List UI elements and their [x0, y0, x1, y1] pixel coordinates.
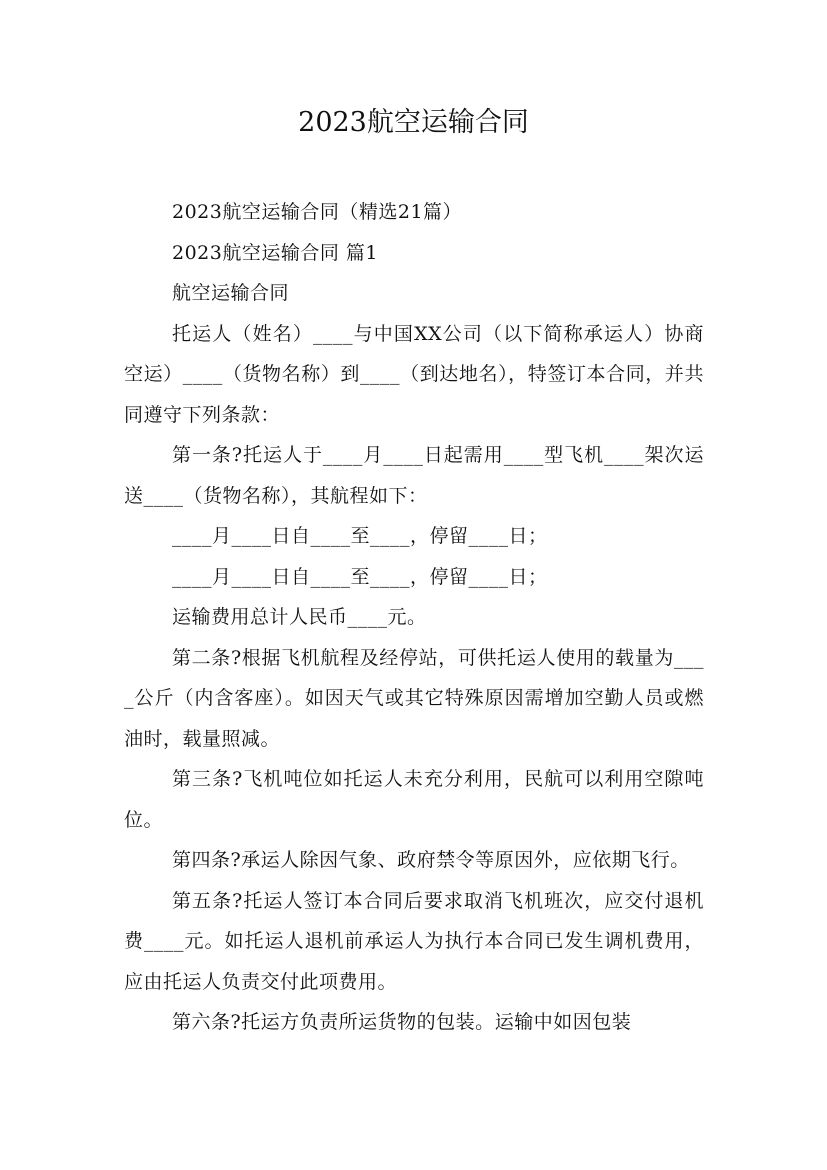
paragraph-article-4: 第四条?承运人除因气象、政府禁令等原因外，应依期飞行。 — [172, 849, 690, 871]
paragraph-subtitle: 2023航空运输合同（精选21篇） — [172, 201, 463, 223]
document-body — [124, 192, 704, 1043]
document-title: 2023航空运输合同 — [298, 107, 529, 138]
paragraph-article-5: 第五条?托运人签订本合同后要求取消飞机班次，应交付退机费____元。如托运人退机前承运人为执行本合同已发生调机费用，应由托运人负责交付此项费用。 — [124, 889, 704, 993]
paragraph-article-6: 第六条?托运方负责所运货物的包装。运输中如因包装 — [172, 1011, 632, 1033]
paragraph-preamble: 托运人（姓名）____与中国XX公司（以下简称承运人）协商空运）____（货物名称）到____（到达地名），特签订本合同，并共同遵守下列条款： — [124, 322, 704, 426]
paragraph-section-heading: 2023航空运输合同 篇1 — [172, 241, 378, 264]
paragraph-route-1: ____月____日自____至____，停留____日； — [172, 525, 548, 547]
paragraph-route-2: ____月____日自____至____，停留____日； — [172, 565, 548, 588]
paragraph-total-fee: 运输费用总计人民币____元。 — [172, 606, 427, 628]
paragraph-article-3: 第三条?飞机吨位如托运人未充分利用，民航可以利用空隙吨位。 — [124, 768, 704, 831]
paragraph-article-1: 第一条?托运人于____月____日起需用____型飞机____架次运送____（货物名称），其航程如下： — [124, 444, 704, 507]
paragraph-article-2: 第二条?根据飞机航程及经停站，可供托运人使用的载量为____公斤（内含客座）。如因天气或其它特殊原因需增加空勤人员或燃油时，载量照减。 — [124, 646, 704, 750]
paragraph-contract-name: 航空运输合同 — [172, 282, 290, 304]
